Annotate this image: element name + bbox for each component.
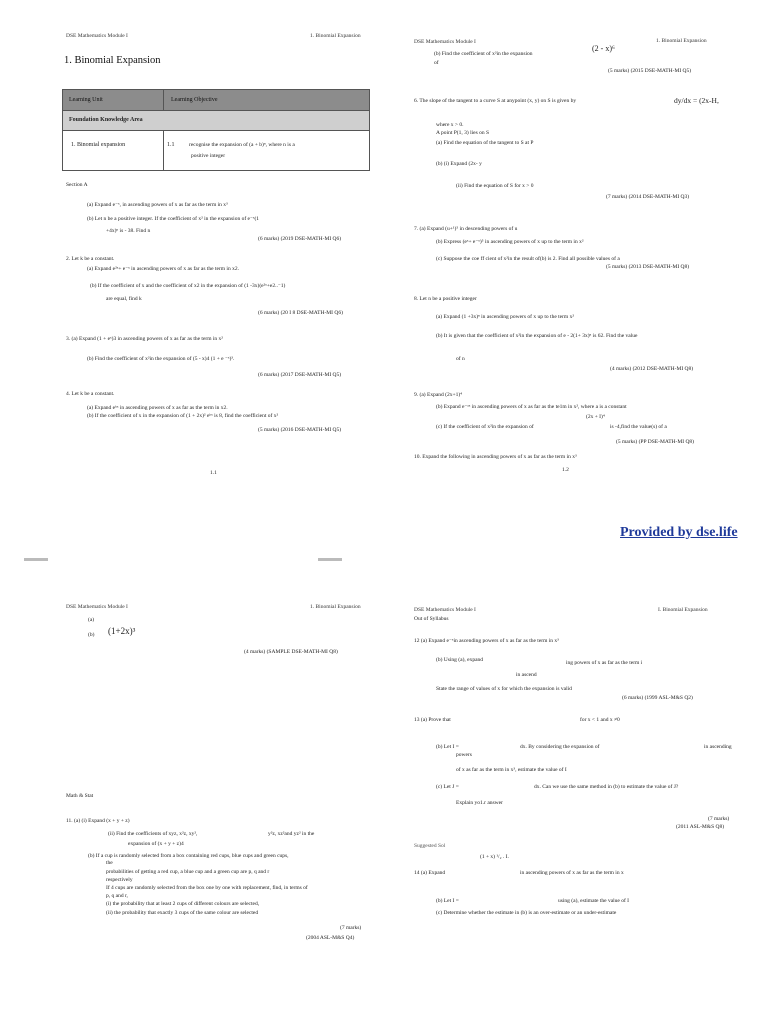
question-3-marks: (6 marks) (2017 DSE-MATH-MI Q5) bbox=[258, 372, 342, 378]
table-area-label: Foundation Knowledge Area bbox=[69, 117, 143, 123]
question-14-expression: (1 + x) ¹/₂ . I. bbox=[480, 854, 509, 860]
page-footer: 1.2 bbox=[562, 467, 569, 473]
question-6a: (a) Find the equation of the tangent to S at P bbox=[436, 140, 534, 146]
question-9c-expression: (2x + I)⁴ bbox=[586, 414, 605, 420]
page-4 bbox=[384, 512, 768, 1024]
question-6bi: (b) (i) Expand (2x- y bbox=[436, 161, 482, 167]
question-12a: 12 (a) Expand e⁻ˣin ascending powers of x as far as the term in x³ bbox=[414, 638, 559, 644]
question-4b: (b) If the coefficient of x in the expansion of (1 + 2x)² eᵏˣ is 8, find the coefficient of x² bbox=[87, 413, 279, 419]
question-9c-cont: is -4,find the value(s) of a bbox=[610, 424, 667, 430]
question-1b-cont: +4x)ⁿ is - 38. Find n bbox=[106, 228, 151, 234]
credit-link[interactable]: Provided by dse.life bbox=[620, 525, 738, 540]
question-11-b: (b) If a cup is randomly selected from a box containing red cups, blue cups and green cups, bbox=[88, 853, 289, 859]
table-header-objective: Learning Objective bbox=[171, 97, 218, 103]
question-11-b-cont3: respectively bbox=[106, 877, 133, 883]
question-13c: (c) Let J = bbox=[436, 784, 459, 790]
question-7a: 7. (a) Expand (u+¹)⁵ in descending powers of u bbox=[414, 226, 518, 232]
question-14b: (b) Let I = bbox=[436, 898, 459, 904]
question-8b: (b) It is given that the coefficient of x²in the expansion of e - 2(1+ 3x)ⁿ is 62. Find the value bbox=[436, 333, 638, 339]
question-7c: (c) Suppose the coe ff cient of x²in the result of(b) is 2. Find all possible values of a bbox=[436, 256, 620, 262]
question-9a: 9. (a) Expand (2x+1)⁴ bbox=[414, 392, 463, 398]
question-6-expression: dy/dx = (2x-H, bbox=[674, 96, 719, 105]
question-11-b-cont2: probabilities of getting a red cup, a blue cup and a green cup are p, q and r bbox=[106, 869, 270, 875]
question-6: 6. The slope of the tangent to a curve S at anypoint (x, y) on S is given by bbox=[414, 98, 577, 104]
question-2b: (b) If the coefficient of x and the coefficient of x2 in the expansion of (1 -3x)(e²ˣ+e2..⁻1) bbox=[90, 283, 286, 289]
question-13b: (b) Let I = bbox=[436, 744, 459, 750]
question-8-marks: (4 marks) (2012 DSE-MATH-MI Q8) bbox=[610, 366, 694, 372]
question-9-marks: (5 marks) (PP DSE-MATH-MI Q8) bbox=[616, 439, 695, 445]
section-label: Section A bbox=[66, 182, 88, 188]
question-13a: 13 (a) Prove that bbox=[414, 717, 451, 723]
question-13a-cont: for x < 1 and x ≠0 bbox=[580, 717, 620, 723]
question-8: 8. Let n be a positive integer bbox=[414, 296, 477, 302]
question-1a: (a) Expand e⁻ˣ, in ascending powers of x as far as the term in x³ bbox=[87, 202, 228, 208]
out-of-syllabus: Out of Syllabus bbox=[414, 616, 449, 622]
table-header-unit: Learning Unit bbox=[69, 97, 103, 103]
suggested-solution: Suggested Sol bbox=[414, 843, 446, 849]
page-3 bbox=[0, 512, 384, 1024]
question-b-expression: (1+2x)³ bbox=[108, 626, 136, 636]
question-2-marks: (6 marks) (20 I 8 DSE-MATH-MI Q6) bbox=[258, 310, 343, 316]
question-13b-cont: dx. By considering the expansion of bbox=[520, 744, 600, 750]
question-1b: (b) Let n be a positive integer. If the coefficient of x² in the expansion of e⁻ˣ(1 bbox=[87, 216, 260, 222]
question-a: (a) bbox=[88, 617, 95, 623]
table-unit-cell: 1. Binomial expansion bbox=[71, 142, 126, 148]
question-11-source: (2004 ASL-M&S Q4) bbox=[306, 935, 355, 941]
question-5b: (b) Find the coefficient of x²in the expansion bbox=[434, 51, 533, 57]
table-objective-text: recognise the expansion of (a + b)ⁿ, where n is a bbox=[189, 142, 295, 148]
question-11-b-ii: (ii) the probability that exactly 3 cups of the same colour are selected bbox=[106, 910, 259, 916]
page-2 bbox=[384, 0, 768, 512]
question-11-b-cont5: p, q and r, bbox=[106, 893, 128, 899]
question-13b-cont4: of x as far as the term in x³, estimate the value of I bbox=[456, 767, 567, 773]
question-5-marks: (5 marks) (2015 DSE-MATH-MI Q5) bbox=[608, 68, 692, 74]
page-header-right: 1. Binomial Expansion bbox=[310, 604, 361, 610]
question-6-where: where x > 0. bbox=[436, 122, 464, 128]
learning-table bbox=[62, 89, 370, 171]
question-14b-cont: using (a), estimate the value of I bbox=[558, 898, 630, 904]
table-objective-num: 1.1 bbox=[167, 142, 175, 148]
page-header-left: DSE Mathematics Module I bbox=[414, 39, 476, 45]
question-12b: (b) Using (a), expand bbox=[436, 657, 484, 663]
question-2b-cont: are equal, find k bbox=[106, 296, 142, 302]
question-11-marks: (7 marks) bbox=[340, 925, 362, 931]
page-header-left: DSE Mathematics Module I bbox=[66, 604, 128, 610]
question-11-ii-cont: y²z, xz²and yz² in the bbox=[268, 831, 315, 837]
table-objective-text-2: positive integer bbox=[191, 153, 226, 159]
question-4a: (a) Expand eᵏˣ in ascending powers of x as far as the term in x2. bbox=[87, 405, 228, 411]
question-3a: 3. (a) Expand (1 + eˣ)3 in ascending powers of x as far as the term in x² bbox=[66, 336, 223, 342]
question-4-marks: (5 marks) (2016 DSE-MATH-MI Q5) bbox=[258, 427, 342, 433]
question-7b: (b) Express (eˣ+ e⁻ˣ)⁵ in ascending powers of x up to the term in x² bbox=[436, 239, 584, 245]
chapter-title: 1. Binomial Expansion bbox=[64, 55, 161, 66]
question-11-b-cont: the bbox=[106, 860, 113, 866]
question-3b: (b) Find the coefficient of x²in the expansion of (5 - x)4 (1 + e ⁻ˣ)³. bbox=[87, 356, 235, 362]
question-5b-expression: (2 - x)⁶ bbox=[592, 44, 615, 53]
question-11-b-i: (i) the probability that at least 2 cups of different colours are selected, bbox=[106, 901, 260, 907]
question-5b-of: of bbox=[434, 60, 439, 66]
question-9b: (b) Expand e⁻ᵃˣ in ascending powers of x as far as the te1m in x², where a is a constant bbox=[436, 404, 627, 410]
question-13c-explain: Explain yo1.r answer bbox=[456, 800, 503, 806]
question-11-ii: (ii) Find the coefficients of xyz, x²z, xy², bbox=[108, 831, 198, 837]
question-6-marks: (7 marks) (2014 DSE-MATH-MI Q3) bbox=[606, 194, 690, 200]
question-2: 2. Let k be a constant. bbox=[66, 256, 115, 262]
page-footer: 1.1 bbox=[210, 470, 217, 476]
page-header-left: DSE Mathematics Module I bbox=[66, 33, 128, 39]
question-7-marks: (5 marks) (2013 DSE-MATH-MI Q8) bbox=[606, 264, 690, 270]
question-12b-cont: ing powers of x as far as the term i bbox=[566, 660, 643, 666]
question-11-b-cont4: If 4 cups are randomly selected from the box one by one with replacement, find, in terms of bbox=[106, 885, 308, 891]
question-4: 4. Let k be a constant. bbox=[66, 391, 115, 397]
question-13-source: (2011 ASL-M&S Q8) bbox=[676, 824, 725, 830]
page-header-left: DSE Mathematics Module I bbox=[414, 607, 476, 613]
question-14a: 14 (a) Expand bbox=[414, 870, 446, 876]
question-14c: (c) Determine whether the estimate in (b) is an over-estimate or an under-estimate bbox=[436, 910, 617, 916]
question-6-point: A point P(1, 3) lies on S bbox=[436, 130, 490, 136]
page-header-right: I. Binomial Expansion bbox=[658, 607, 708, 613]
question-11-ii-cont2: expansion of (x + y + z)4 bbox=[128, 841, 184, 847]
page-header-right: 1. Binomial Expansion bbox=[656, 38, 707, 44]
section-math-stat: Math & Stat bbox=[66, 793, 94, 799]
question-10: 10. Expand the following in ascending powers of x as far as the term in x³ bbox=[414, 454, 577, 460]
question-12-marks: (6 marks) (1999 ASL-M&S Q2) bbox=[622, 695, 693, 701]
question-11-i: 11. (a) (i) Expand (x + y + z) bbox=[66, 818, 130, 824]
question-2a: (a) Expand e²ˣ+ e⁻ˣ in ascending powers of x as far as the term in x2. bbox=[87, 266, 239, 272]
question-9c: (c) If the coefficient of x²in the expansion of bbox=[436, 424, 534, 430]
question-14a-cont: in ascending powers of x as far as the term in x bbox=[520, 870, 624, 876]
question-1-marks: (6 marks) (2019 DSE-MATH-MI Q6) bbox=[258, 236, 342, 242]
question-6bii: (ii) Find the equation of S for x > 0 bbox=[456, 183, 534, 189]
question-13-marks: (7 marks) bbox=[708, 816, 730, 822]
question-8a: (a) Expand (1 +3x)ⁿ in ascending powers of x up to the term x² bbox=[436, 314, 574, 320]
question-13b-cont3: powers bbox=[456, 752, 472, 758]
question-8b-n: of n bbox=[456, 356, 465, 362]
question-12b-range: State the range of values of x for which the expansion is valid bbox=[436, 686, 572, 692]
question-13b-cont2: in ascending bbox=[704, 744, 732, 750]
page-1 bbox=[0, 0, 384, 512]
question-marks: (4 marks) (SAMPLE DSE-MATH-MI Q8) bbox=[244, 649, 338, 655]
page-header-right: 1. Binomial Expansion bbox=[310, 33, 361, 39]
question-12b-cont2: in ascend bbox=[516, 672, 537, 678]
question-13c-cont: dx. Can we use the same method in (b) to estimate the value of J? bbox=[534, 784, 679, 790]
question-b: (b) bbox=[88, 632, 95, 638]
